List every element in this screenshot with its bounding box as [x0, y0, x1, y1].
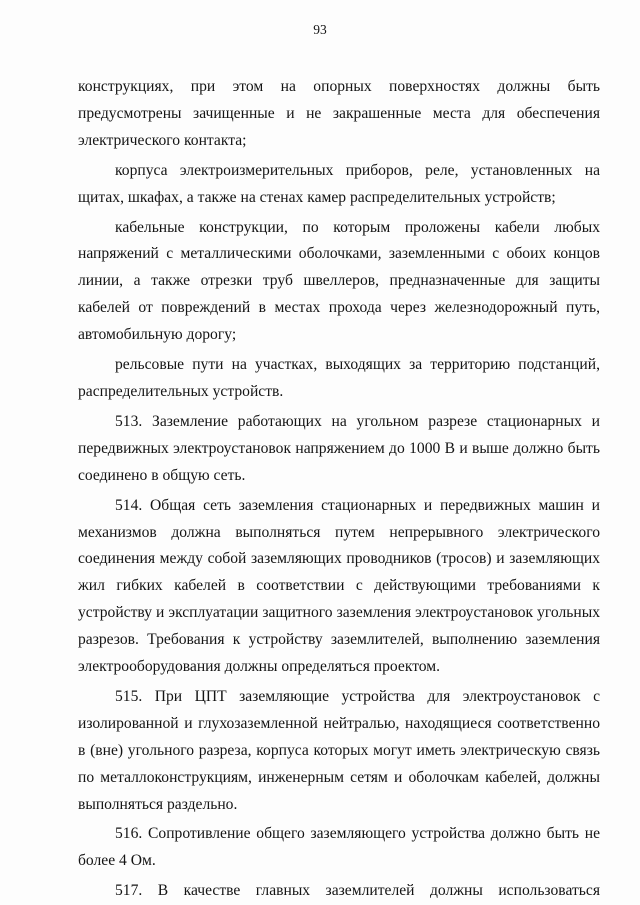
clause-517: 517. В качестве главных заземлителей должны использоваться [115, 882, 600, 900]
paragraph-cable-structures: кабельные конструкции, по которым проложены кабели любых напряжений с металлическими оболочками, заземленными с обоих концов линии, а также отрезки труб швеллеров, предназначенные для защиты кабелей от повреждений в местах прохода через железнодорожный путь, автомобильную дорогу; [78, 218, 600, 344]
clause-513: 513. Заземление работающих на угольном разрезе стационарных и передвижных электроустановок напряжением до 1000 В и выше должно быть соединено в общую сеть. [78, 412, 600, 484]
clause-514: 514. Общая сеть заземления стационарных и передвижных машин и механизмов должна выполняться путем непрерывного электрического соединения между собой заземляющих проводников (тросов) и заземляющих жил гибких кабелей в соответствии с действующими требованиями к устройству и эксплуатации защитного заземления электроустановок угольных разрезов. Требования к устройству заземлителей, выполнению заземления электрооборудования должны определяться проектом. [78, 496, 600, 676]
clause-515: 515. При ЦПТ заземляющие устройства для электроустановок с изолированной и глухозаземленной нейтралью, находящиеся соответственно в (вне) угольного разреза, корпуса которых могут иметь электрическую связь по металлоконструкциям, инженерным сетям и оболочкам кабелей, должны выполняться раздельно. [78, 687, 600, 813]
paragraph-instrument-housings: корпуса электроизмерительных приборов, реле, установленных на щитах, шкафах, а также на стенах камер распределительных устройств; [78, 161, 600, 206]
paragraph-rail-tracks: рельсовые пути на участках, выходящих за территорию подстанций, распределительных устройств. [78, 356, 600, 400]
page-number: 93 [313, 22, 327, 37]
paragraph-continued: конструкциях, при этом на опорных поверхностях должны быть предусмотрены зачищенные и не закрашенные места для обеспечения электрического контакта; [78, 78, 600, 149]
clause-516: 516. Сопротивление общего заземляющего устройства должно быть не более 4 Ом. [78, 825, 600, 870]
document-body [78, 74, 600, 905]
